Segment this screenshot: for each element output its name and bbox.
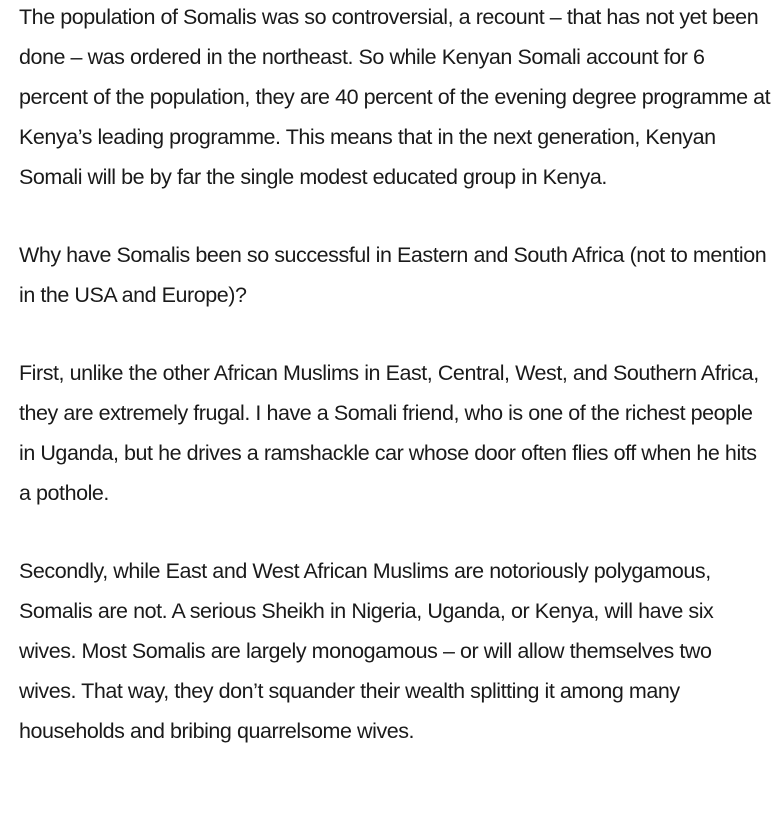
paragraph-success-question: Why have Somalis been so successful in Eastern and South Africa (not to mention in the USA and Europe)? [19, 243, 767, 307]
article-body [19, 0, 771, 751]
paragraph-monogamy: Secondly, while East and West African Muslims are notoriously polygamous, Somalis are not. A serious Sheikh in Nigeria, Uganda, or Kenya, will have six wives. Most Somalis are largely monogamous – or will allow themselves two wives. That way, they don’t squander their wealth splitting it among many households and bribing quarrelsome wives. [19, 559, 714, 743]
paragraph-somali-population: The population of Somalis was so controversial, a recount – that has not yet been done – was ordered in the northeast. So while Kenyan Somali account for 6 percent of the population, they are 40 percent of the evening degree programme at Kenya’s leading programme. This means that in the next generation, Kenyan Somali will be by far the single modest educated group in Kenya. [19, 5, 771, 189]
paragraph-frugality: First, unlike the other African Muslims in East, Central, West, and Southern Africa, they are extremely frugal. I have a Somali friend, who is one of the richest people in Uganda, but he drives a ramshackle car whose door often flies off when he hits a pothole. [19, 361, 759, 505]
